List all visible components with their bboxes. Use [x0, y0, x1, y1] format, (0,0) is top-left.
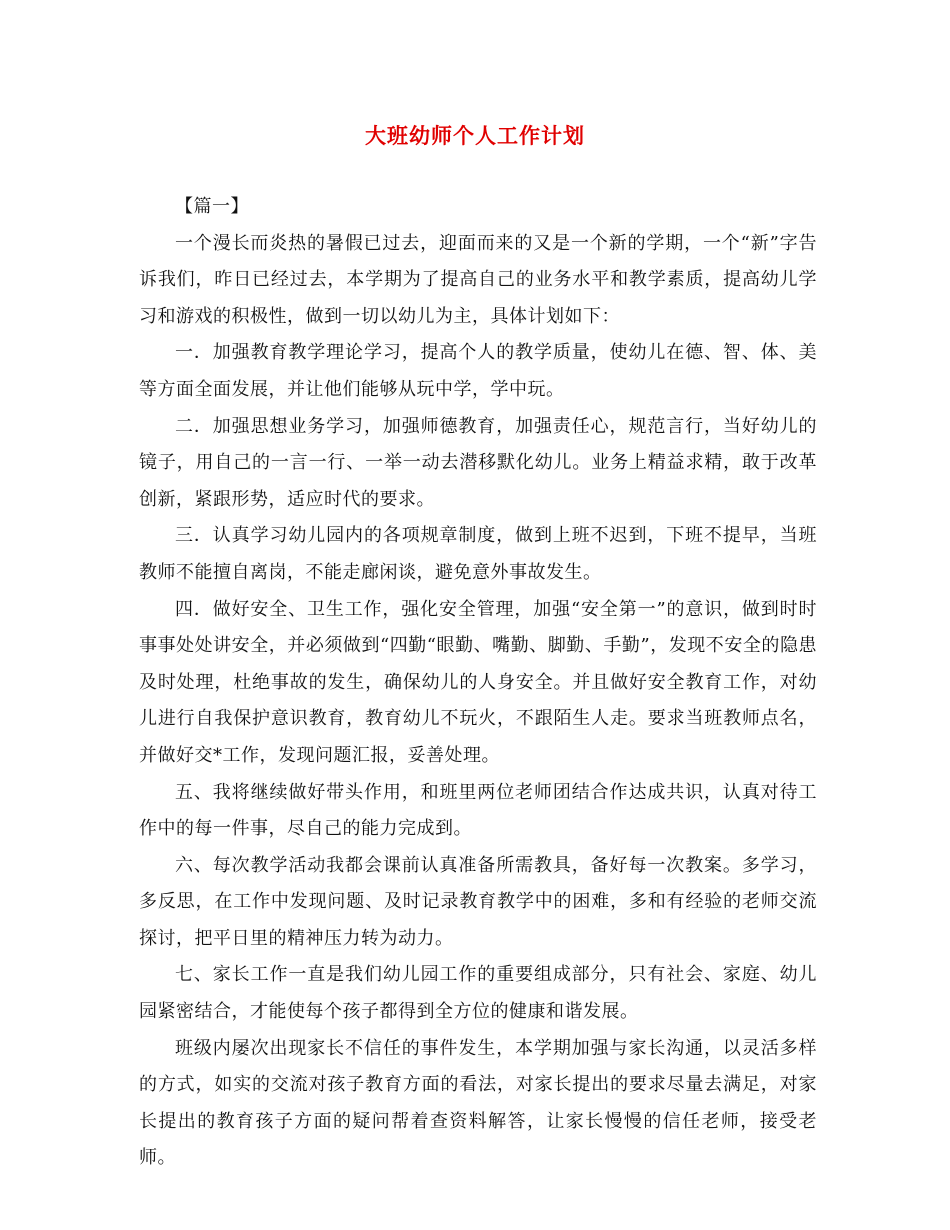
section-heading: 【篇一】 [175, 196, 249, 217]
plan-item-5: 五、我将继续做好带头作用，和班里两位老师团结合作达成共识，认真对待工作中的每一件事，尽自己的能力完成到。 [139, 781, 817, 840]
plan-item-1: 一．加强教育教学理论学习，提高个人的教学质量，使幼儿在德、智、体、美等方面全面发展，并让他们能够从玩中学，学中玩。 [139, 342, 817, 400]
plan-item-7: 七、家长工作一直是我们幼儿园工作的重要组成部分，只有社会、家庭、幼儿园紧密结合，才能使每个孩子都得到全方位的健康和谐发展。 [139, 964, 817, 1023]
plan-item-6: 六、每次教学活动我都会课前认真准备所需教具，备好每一次教案。多学习，多反思，在工作中发现问题、及时记录教育教学中的困难，多和有经验的老师交流探讨，把平日里的精神压力转为动力。 [139, 854, 817, 949]
document-body [139, 189, 817, 1177]
intro-paragraph: 一个漫长而炎热的暑假已过去，迎面而来的又是一个新的学期，一个“新”字告诉我们，昨日已经过去，本学期为了提高自己的业务水平和教学素质，提高幼儿学习和游戏的积极性，做到一切以幼儿为主，具体计划如下： [139, 232, 817, 327]
plan-item-2: 二．加强思想业务学习，加强师德教育，加强责任心，规范言行，当好幼儿的镜子，用自己的一言一行、一举一动去潜移默化幼儿。业务上精益求精，敢于改革创新，紧跟形势，适应时代的要求。 [139, 415, 817, 510]
document-title: 大班幼师个人工作计划 [365, 123, 585, 148]
plan-item-4: 四．做好安全、卫生工作，强化安全管理，加强“安全第一”的意识，做到时时事事处处讲安全，并必须做到“四勤“眼勤、嘴勤、脚勤、手勤”，发现不安全的隐患及时处理，杜绝事故的发生，确保幼儿的人身安全。并且做好安全教育工作，对幼儿进行自我保护意识教育，教育幼儿不玩火，不跟陌生人走。要求当班教师点名，并做好交*工作，发现问题汇报，妥善处理。 [139, 598, 817, 766]
closing-paragraph: 班级内屡次出现家长不信任的事件发生，本学期加强与家长沟通，以灵活多样的方式，如实的交流对孩子教育方面的看法，对家长提出的要求尽量去满足，对家长提出的教育孩子方面的疑问帮着查资料解答，让家长慢慢的信任老师，接受老师。 [139, 1037, 817, 1169]
plan-item-3: 三．认真学习幼儿园内的各项规章制度，做到上班不迟到，下班不提早，当班教师不能擅自离岗，不能走廊闲谈，避免意外事故发生。 [139, 525, 817, 583]
